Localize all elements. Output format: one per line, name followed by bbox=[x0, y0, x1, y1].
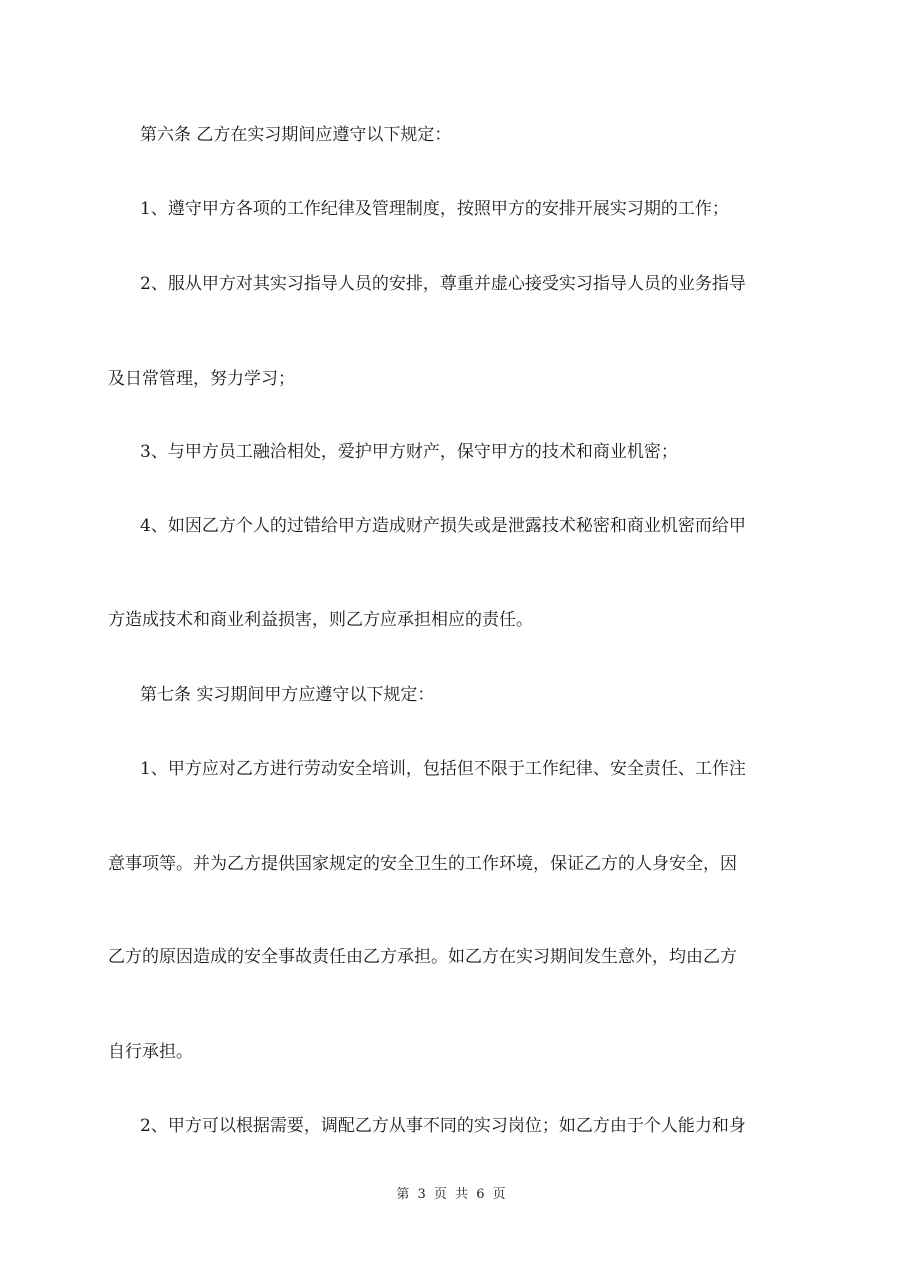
article-6-item-1: 1、遵守甲方各项的工作纪律及管理制度，按照甲方的安排开展实习期的工作； bbox=[140, 199, 729, 219]
article-7-item-1-line-1: 1、甲方应对乙方进行劳动安全培训，包括但不限于工作纪律、安全责任、工作注 bbox=[140, 759, 746, 779]
article-7-item-2-line-1: 2、甲方可以根据需要，调配乙方从事不同的实习岗位；如乙方由于个人能力和身 bbox=[140, 1116, 746, 1136]
article-7-item-1-line-4: 自行承担。 bbox=[108, 1042, 193, 1062]
article-7-heading: 第七条 实习期间甲方应遵守以下规定： bbox=[140, 685, 435, 705]
article-6-heading: 第六条 乙方在实习期间应遵守以下规定： bbox=[140, 125, 452, 145]
article-6-item-4-line-2: 方造成技术和商业利益损害，则乙方应承担相应的责任。 bbox=[108, 610, 533, 630]
article-7-item-1-line-3: 乙方的原因造成的安全事故责任由乙方承担。如乙方在实习期间发生意外，均由乙方 bbox=[108, 947, 737, 967]
article-7-item-1-line-2: 意事项等。并为乙方提供国家规定的安全卫生的工作环境，保证乙方的人身安全，因 bbox=[108, 854, 737, 874]
article-6-item-2-line-2: 及日常管理，努力学习； bbox=[108, 369, 295, 389]
article-6-item-3: 3、与甲方员工融洽相处，爱护甲方财产，保守甲方的技术和商业机密； bbox=[140, 442, 678, 462]
page-number-footer: 第 3 页 共 6 页 bbox=[396, 1187, 508, 1202]
article-6-item-4-line-1: 4、如因乙方个人的过错给甲方造成财产损失或是泄露技术秘密和商业机密而给甲 bbox=[140, 516, 746, 536]
article-6-item-2-line-1: 2、服从甲方对其实习指导人员的安排，尊重并虚心接受实习指导人员的业务指导 bbox=[140, 274, 746, 294]
